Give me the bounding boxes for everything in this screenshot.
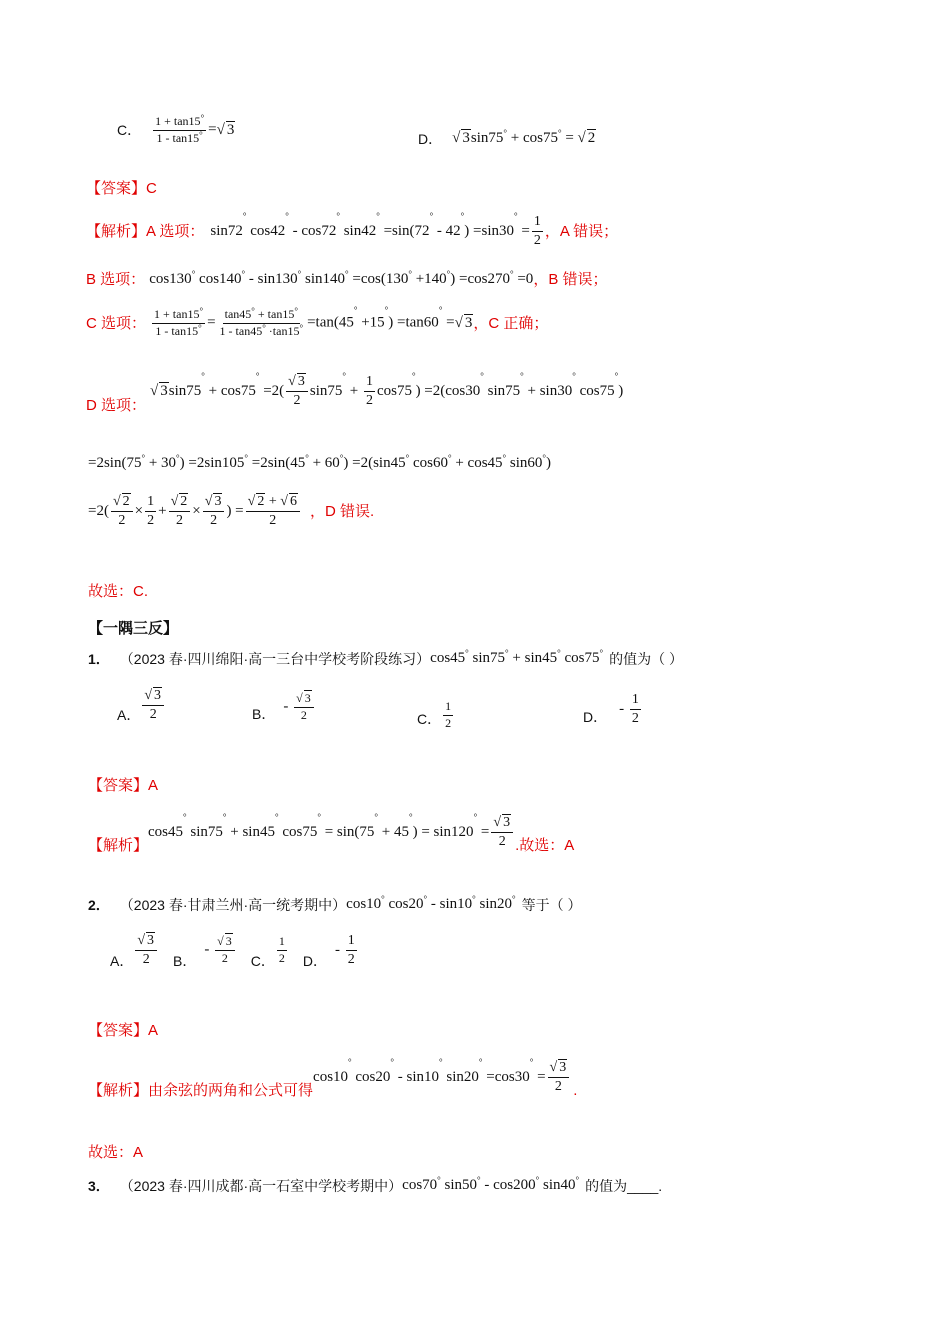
option-label: C． [117,122,142,139]
analysis-c-tail: ，C 正确； [473,314,549,332]
q2-number: 2． [88,896,110,913]
q2-options [110,933,359,968]
q1-analysis-formula: cos45° sin75° + sin45° cos75° = sin(75° + 45°) = sin120° = $\frac{√ 3}{2}$ [148,815,515,850]
question-2 [88,894,582,913]
analysis-a-formula: sin72° cos42° - cos72° sin42° =sin(72° - 42°) =sin30° = $\frac{1}{2}$ [210,211,541,249]
q1-option-c [417,700,455,731]
q2-analysis-text: 由余弦的两角和公式可得 [148,1082,314,1099]
prev-option-d [418,128,596,147]
analysis-tag: 【解析】 [88,1082,149,1099]
q1-formula: cos45° sin75° + sin45° cos75° [430,648,604,666]
q3-formula: cos70° sin50° - cos200° sin40° [402,1175,580,1193]
option-label: C． [417,711,442,728]
q1-suffix: 的值为（ ） [609,650,683,667]
question-3 [88,1175,663,1194]
analysis-d-label: D 选项： [86,397,147,414]
answer-tag: 【答案】 [86,180,147,197]
option-label: D． [583,708,608,725]
analysis-d-line [86,370,623,413]
q2-option-d-value: - $\frac{1}{2}$ [334,933,355,968]
option-label: B． [252,706,276,723]
analysis-tag: 【解析】 [88,837,149,854]
analysis-tag: 【解析】 [86,223,147,241]
q1-option-d-value: - $\frac{1}{2}$ [619,692,639,727]
conclusion-2: 故选：A [88,1144,144,1161]
answer-value: A [148,777,159,794]
section-title: 【一隅三反】 [88,620,179,637]
q1-analysis-tail: .故选：A [515,837,575,854]
option-label: A． [117,706,141,723]
analysis-d-step3 [88,494,374,529]
q2-analysis-tail: . [573,1082,578,1099]
q1-option-c-value: $\frac{1}{2}$ [445,699,452,730]
q3-number: 3． [88,1177,110,1194]
q1-option-a [117,688,166,723]
q3-suffix: 的值为 [585,1177,628,1194]
analysis-c-formula: $\frac{1 + \tan 15^\circ}{1 - \tan 15^\circ}$ = $\frac{\tan 45^\circ + \tan 15^\circ}{1 - \tan 45^\circ \cdot\tan 15^\circ}$ =tan(45° +15°) =tan60° =√ 3 [154,305,473,338]
analysis-a-line [86,211,619,249]
analysis-b-formula: cos130° cos140° - sin130° sin140° =cos(130° +140°) =cos270° =0 [149,269,534,287]
answer-line [86,181,157,196]
q2-answer [88,1023,158,1038]
answer-tag: 【答案】 [88,777,149,794]
option-label: C． [250,952,275,969]
analysis-b-label: B 选项： [86,271,146,288]
q2-option-a-value: $\frac{√ 3}{2}$ [133,933,159,968]
option-c-formula: $\frac{1 + \tan 15^\circ}{1 - \tan 15^\circ}$ =√ 3 [155,113,235,145]
option-label: B． [173,952,197,969]
analysis-d-tail: ，D 错误. [309,503,375,521]
q2-formula: cos10° cos20° - sin10° sin20° [346,894,516,912]
q1-number: 1． [88,650,110,667]
analysis-b-tail: ，B 错误； [533,271,608,288]
conclusion-1: 故选：C. [88,583,149,600]
analysis-a-tail: ，A 错误； [544,223,619,241]
analysis-b-line [86,269,608,288]
prev-option-c [117,115,235,146]
analysis-a-label: A 选项： [146,223,205,241]
option-label: D． [302,952,327,969]
q3-blank: ____. [627,1177,663,1194]
question-1 [88,648,683,667]
q1-option-a-value: $\frac{√ 3}{2}$ [140,688,166,723]
q1-source: （2023 春·四川绵阳·高一三台中学校考阶段练习） [119,650,431,667]
answer-value: A [148,1022,159,1039]
q2-option-b-value: - $\frac{√ 3}{2}$ [204,935,236,966]
q1-analysis [88,812,574,853]
analysis-c-line [86,305,549,339]
q1-answer [88,778,158,793]
analysis-c-label: C 选项： [86,314,147,332]
analysis-d-step2: =2sin(75° + 30°) =2sin105° =2sin(45° + 60°) =2(sin45° cos60° + cos45° sin60°) [88,453,552,471]
option-label: D． [418,130,443,147]
q1-option-b-value: - $\frac{√ 3}{2}$ [283,692,315,723]
q2-source: （2023 春·甘肃兰州·高一统考期中） [119,896,347,913]
q2-suffix: 等于（ ） [521,896,582,913]
q2-option-c-value: $\frac{1}{2}$ [278,934,285,966]
q1-option-b [252,692,316,723]
option-d-formula: √ 3sin75° + cos75° = √ 2 [452,128,596,146]
answer-tag: 【答案】 [88,1022,149,1039]
q3-source: （2023 春·四川成都·高一石室中学校考期中） [119,1177,403,1194]
analysis-d-step3-formula: =2( $\frac{√ 2}{2}$ × $\frac{1}{2}$ + $\frac{√ 2}{2}$ × $\frac{√ 3}{2}$ ) = $\frac{√ 2 + √ 6}{2}$ [88,494,302,529]
analysis-d-formula: √ 3sin75° + cos75° =2( $\frac{√ 3}{2}$ sin75° + $\frac{1}{2}$ cos75°) =2(cos30° sin75° + sin30° cos75°) [150,370,624,408]
q2-analysis-formula: cos10° cos20° - sin10° sin20° =cos30° = $\frac{√ 3}{2}$ [313,1060,571,1095]
option-label: A． [110,952,134,969]
q1-option-d [583,692,643,727]
q2-analysis [88,1057,577,1098]
answer-value: C [146,180,157,197]
